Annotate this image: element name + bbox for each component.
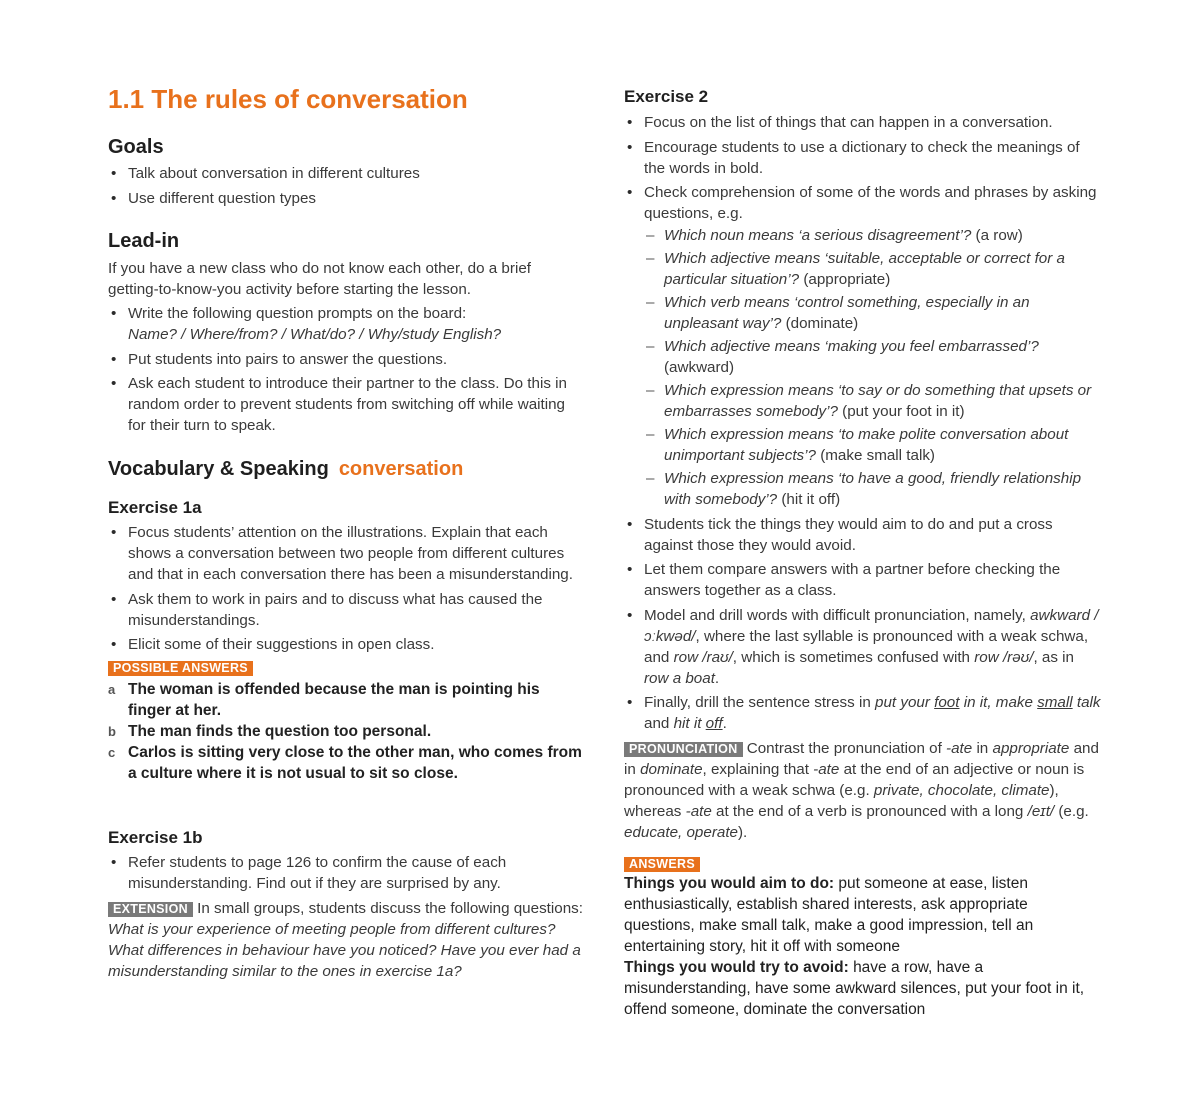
question-answer: (make small talk) bbox=[820, 447, 935, 464]
pronunciation-tag: PRONUNCIATION bbox=[624, 742, 743, 757]
pron-text: at the end of an adjective or noun is pronounced with a weak schwa (e.g. bbox=[624, 760, 1085, 799]
drill-word: row bbox=[673, 648, 699, 666]
exercise-1b-heading: Exercise 1b bbox=[108, 828, 203, 847]
pron-word: -ate bbox=[813, 760, 840, 778]
question-text: Which adjective means ‘making you feel embarrassed’? bbox=[664, 338, 1039, 355]
exercise-1a-item: • Ask them to work in pairs and to discuss what has caused the misunderstandings. bbox=[108, 589, 583, 631]
leadin-item: • Put students into pairs to answer the questions. bbox=[108, 349, 583, 370]
vocab-heading-accent: conversation bbox=[338, 458, 464, 480]
phonetic: /ɔːkwəd/ bbox=[644, 606, 1099, 645]
question-prompts: Name? / Where/from? / What/do? / Why/study English? bbox=[128, 326, 502, 343]
drill-text: , as in bbox=[1033, 648, 1074, 666]
avoid-label: Things you would try to avoid: bbox=[624, 958, 849, 976]
pron-text: , explaining that bbox=[702, 760, 809, 778]
answer-item bbox=[108, 679, 583, 721]
stress-phrase: talk bbox=[1076, 694, 1101, 711]
exercise-2-item: • Focus on the list of things that can happen in a conversation. bbox=[624, 112, 1102, 133]
pron-word: -ate bbox=[685, 802, 712, 820]
question-item bbox=[644, 380, 1102, 422]
pron-text: (e.g. bbox=[1058, 802, 1089, 820]
answer-text: Carlos is sitting very close to the other man, who comes from a culture where it is not usual to sit so close. bbox=[128, 743, 582, 782]
stressed-word: foot bbox=[934, 694, 960, 711]
leadin-item bbox=[108, 303, 583, 345]
question-answer: (hit it off) bbox=[781, 491, 841, 508]
question-answer: (a row) bbox=[975, 227, 1023, 244]
leadin-item-text: Write the following question prompts on the board: bbox=[128, 305, 467, 322]
question-list bbox=[644, 225, 1102, 510]
vocab-heading bbox=[108, 458, 463, 481]
drill-text: , where the last syllable is pronounced with a weak schwa, and bbox=[644, 627, 1089, 666]
leadin-item: • Ask each student to introduce their partner to the class. Do this in random order to prevent students from switching off while waiting for their turn to speak. bbox=[108, 373, 583, 436]
exercise-2-block bbox=[624, 112, 1102, 1020]
answers-tag: ANSWERS bbox=[624, 857, 700, 872]
extension-text: In small groups, students discuss the following questions: bbox=[197, 899, 583, 917]
stress-text: Finally, drill the sentence stress in bbox=[644, 694, 871, 711]
stress-phrase: in it, make bbox=[963, 694, 1033, 711]
goals-list bbox=[108, 163, 583, 209]
leadin-block bbox=[108, 258, 583, 440]
drill-text: , which is sometimes confused with bbox=[732, 648, 970, 666]
phonetic: /rəʊ/ bbox=[1002, 648, 1034, 666]
drill-word: row a boat bbox=[644, 669, 715, 687]
exercise-1b-item: • Refer students to page 126 to confirm the cause of each misunderstanding. Find out if they are surprised by any. bbox=[108, 852, 583, 894]
answer-letter: c bbox=[108, 744, 116, 760]
aim-label: Things you would aim to do: bbox=[624, 874, 835, 892]
exercise-2-item bbox=[624, 692, 1102, 734]
stressed-word: small bbox=[1037, 694, 1073, 711]
drill-word: awkward bbox=[1030, 606, 1091, 624]
pron-word: educate, operate bbox=[624, 823, 738, 841]
question-answer: (awkward) bbox=[664, 359, 735, 376]
exercise-1a-item: • Elicit some of their suggestions in open class. bbox=[108, 634, 583, 655]
pron-text: and in bbox=[624, 739, 1099, 778]
goal-item: • Talk about conversation in different cultures bbox=[108, 163, 583, 184]
stress-text: and bbox=[644, 715, 670, 732]
right-column bbox=[624, 0, 1102, 1104]
exercise-1b-list bbox=[108, 852, 583, 894]
extension-questions: What is your experience of meeting people from different cultures? What differences in behaviour have you noticed? Have you ever had a misunderstanding similar to the ones in exercise 1a? bbox=[108, 920, 581, 980]
goals-list-wrap bbox=[108, 163, 583, 212]
exercise-2-heading: Exercise 2 bbox=[624, 87, 709, 106]
question-text: Which expression means ‘to make polite conversation about unimportant subjects’? bbox=[664, 426, 1069, 464]
vocab-heading-text: Vocabulary & Speaking bbox=[108, 458, 329, 480]
drill-text: . bbox=[714, 669, 720, 687]
answer-text: The man finds the question too personal. bbox=[128, 722, 432, 740]
exercise-1a-item: • Focus students’ attention on the illustrations. Explain that each shows a conversation between two people from different cultures and that in each conversation there has been a misunderstanding. bbox=[108, 522, 583, 585]
extension-tag: EXTENSION bbox=[108, 902, 193, 917]
question-item bbox=[644, 248, 1102, 290]
pron-word: -ate bbox=[946, 739, 973, 757]
avoid-answers bbox=[624, 957, 1102, 1020]
goal-item: • Use different question types bbox=[108, 188, 583, 209]
drill-text: Model and drill words with difficult pronunciation, namely, bbox=[644, 606, 1026, 624]
stress-phrase: put your bbox=[875, 694, 930, 711]
exercise-2-item: • Let them compare answers with a partner before checking the answers together as a class. bbox=[624, 559, 1102, 601]
phonetic: /eɪt/ bbox=[1027, 802, 1055, 820]
answer-letter: a bbox=[108, 681, 116, 697]
question-answer: (dominate) bbox=[785, 315, 859, 332]
exercise-1a-block bbox=[108, 522, 583, 784]
pron-word: appropriate bbox=[992, 739, 1070, 757]
possible-answers-tag: POSSIBLE ANSWERS bbox=[108, 661, 253, 676]
question-text: Which expression means ‘to say or do something that upsets or embarrasses somebody’? bbox=[664, 382, 1092, 420]
exercise-2-item: • Students tick the things they would aim to do and put a cross against those they would avoid. bbox=[624, 514, 1102, 556]
pronunciation-paragraph bbox=[624, 738, 1102, 843]
question-text: Which expression means ‘to have a good, friendly relationship with somebody’? bbox=[664, 470, 1082, 508]
question-answer: (appropriate) bbox=[803, 271, 891, 288]
exercise-1a-list bbox=[108, 522, 583, 655]
goals-heading: Goals bbox=[108, 136, 164, 158]
leadin-intro: If you have a new class who do not know each other, do a brief getting-to-know-you activity before starting the lesson. bbox=[108, 260, 531, 298]
pron-text: ), whereas bbox=[624, 781, 1059, 820]
page-title: 1.1 The rules of conversation bbox=[108, 84, 468, 114]
left-column bbox=[108, 0, 583, 1104]
aim-text: put someone at ease, listen enthusiastically, establish shared interests, ask appropriate questions, make small talk, make a good impression, tell an entertaining story, hit it off with someone bbox=[624, 874, 1034, 955]
question-item bbox=[644, 225, 1102, 246]
pron-text: at the end of a verb is pronounced with a long bbox=[716, 802, 1024, 820]
exercise-1b-block bbox=[108, 852, 583, 982]
exercise-2-item-text: Check comprehension of some of the words and phrases by asking questions, e.g. bbox=[644, 184, 1097, 222]
pron-text: ). bbox=[738, 823, 748, 841]
exercise-2-item: • Encourage students to use a dictionary to check the meanings of the words in bold. bbox=[624, 137, 1102, 179]
exercise-2-item bbox=[624, 182, 1102, 510]
question-item bbox=[644, 424, 1102, 466]
pron-text: in bbox=[976, 739, 989, 757]
leadin-heading: Lead-in bbox=[108, 230, 180, 252]
exercise-2-list bbox=[624, 112, 1102, 734]
exercise-2-item bbox=[624, 605, 1102, 689]
avoid-text: have a row, have a misunderstanding, have some awkward silences, put your foot in it, offend someone, dominate the conversation bbox=[624, 958, 1085, 1018]
question-item bbox=[644, 336, 1102, 378]
exercise-1a-heading: Exercise 1a bbox=[108, 498, 202, 517]
stress-text: . bbox=[722, 715, 727, 732]
question-text: Which noun means ‘a serious disagreement’? bbox=[664, 227, 972, 244]
pron-text: Contrast the pronunciation of bbox=[746, 739, 942, 757]
answer-letter: b bbox=[108, 723, 116, 739]
question-item bbox=[644, 468, 1102, 510]
possible-answers-list bbox=[108, 679, 583, 784]
question-answer: (put your foot in it) bbox=[842, 403, 965, 420]
question-text: Which verb means ‘control something, especially in an unpleasant way’? bbox=[664, 294, 1030, 332]
answer-item bbox=[108, 742, 583, 784]
phonetic: /raʊ/ bbox=[702, 648, 733, 666]
question-text: Which adjective means ‘suitable, acceptable or correct for a particular situation’? bbox=[664, 250, 1065, 288]
stress-phrase: hit it bbox=[673, 715, 702, 732]
aim-answers bbox=[624, 873, 1102, 957]
answer-text: The woman is offended because the man is pointing his finger at her. bbox=[128, 680, 540, 719]
drill-word: row bbox=[974, 648, 999, 666]
pron-word: private, chocolate, climate bbox=[873, 781, 1050, 799]
pron-word: dominate bbox=[640, 760, 703, 778]
extension-paragraph bbox=[108, 898, 583, 982]
stressed-word: off bbox=[705, 715, 723, 732]
leadin-list bbox=[108, 303, 583, 436]
answer-item bbox=[108, 721, 583, 742]
question-item bbox=[644, 292, 1102, 334]
